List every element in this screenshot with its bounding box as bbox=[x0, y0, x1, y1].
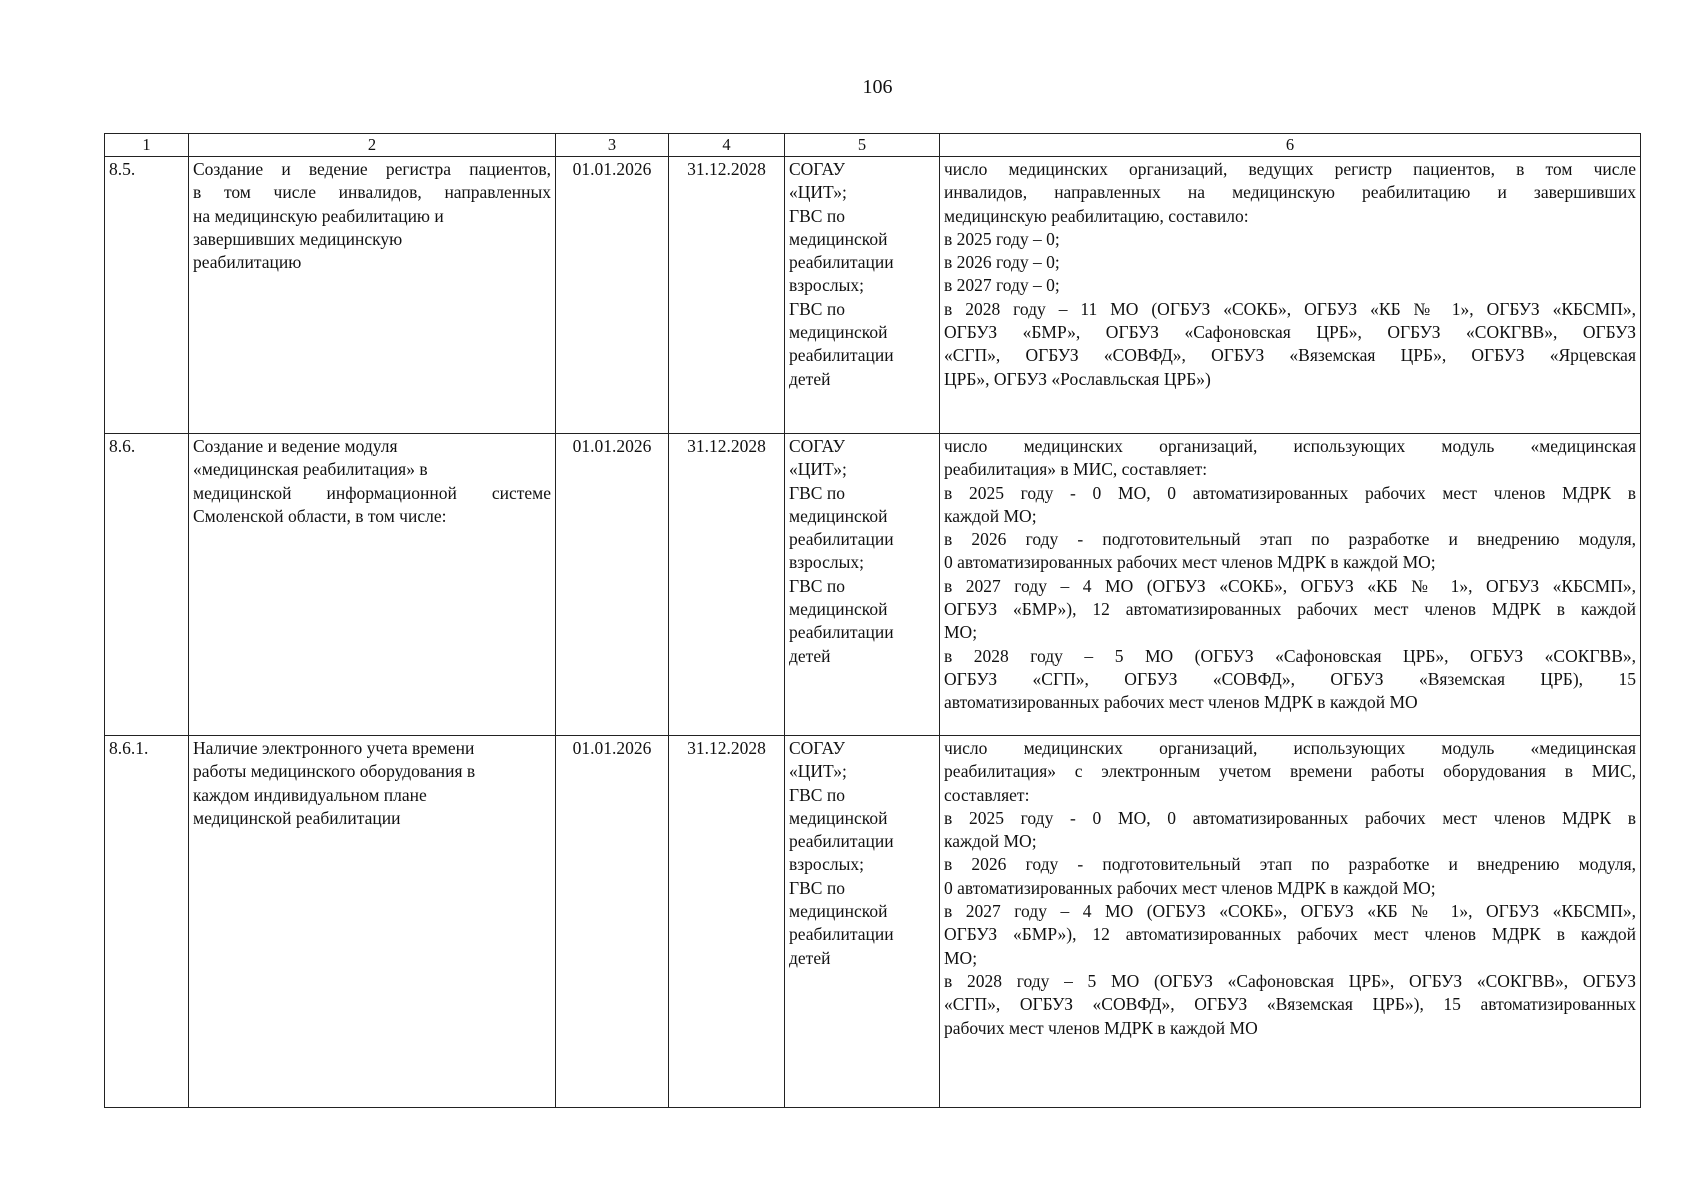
executor bbox=[785, 736, 940, 1108]
text-line: каждом индивидуальном плане bbox=[193, 784, 427, 805]
end-date: 31.12.2028 bbox=[669, 157, 785, 434]
text-line: медицинскую реабилитацию, составило: bbox=[944, 205, 1249, 226]
text-line: взрослых; bbox=[789, 854, 864, 875]
text-line: реабилитации bbox=[789, 622, 894, 643]
text-line: «СГП», ОГБУЗ «СОВФД», ОГБУЗ «Вяземская ЦРБ», ОГБУЗ «Ярцевская bbox=[944, 345, 1636, 366]
text-line: реабилитации bbox=[789, 252, 894, 273]
row-number: 8.6. bbox=[105, 434, 189, 736]
measure-name bbox=[189, 157, 556, 434]
header-row bbox=[105, 134, 1641, 157]
text-line: детей bbox=[789, 645, 831, 666]
text-line: реабилитацию bbox=[193, 252, 302, 273]
text-line: ГВС по bbox=[789, 784, 845, 805]
text-line: «ЦИТ»; bbox=[789, 459, 847, 480]
table-row bbox=[105, 736, 1641, 1108]
row-number: 8.5. bbox=[105, 157, 189, 434]
text-line: ОГБУЗ «БМР»), 12 автоматизированных рабочих мест членов МДРК в каждой bbox=[944, 924, 1636, 945]
row-number: 8.6.1. bbox=[105, 736, 189, 1108]
text-line: ГВС по bbox=[789, 298, 845, 319]
text-line: ГВС по bbox=[789, 205, 845, 226]
text-line: в 2027 году – 0; bbox=[944, 275, 1060, 296]
text-line: медицинской информационной системе bbox=[193, 482, 551, 503]
end-date: 31.12.2028 bbox=[669, 434, 785, 736]
text-line: Создание и ведение модуля bbox=[193, 436, 398, 456]
measure-name bbox=[189, 736, 556, 1108]
page-number: 106 bbox=[862, 76, 893, 98]
text-line: 0 автоматизированных рабочих мест членов МДРК в каждой МО; bbox=[944, 877, 1436, 898]
text-line: 0 автоматизированных рабочих мест членов МДРК в каждой МО; bbox=[944, 552, 1436, 573]
executor bbox=[785, 434, 940, 736]
text-line: Смоленской области, в том числе: bbox=[193, 505, 447, 526]
text-line: «ЦИТ»; bbox=[789, 761, 847, 782]
text-line: Создание и ведение регистра пациентов, bbox=[193, 159, 551, 179]
text-line: каждой МО; bbox=[944, 831, 1037, 852]
text-line: составляет: bbox=[944, 784, 1030, 805]
text-line: ОГБУЗ «БМР»), 12 автоматизированных рабочих мест членов МДРК в каждой bbox=[944, 599, 1636, 620]
text-line: в 2028 году – 11 МО (ОГБУЗ «СОКБ», ОГБУЗ «КБ № 1», ОГБУЗ «КБСМП», bbox=[944, 298, 1636, 319]
text-line: ОГБУЗ «БМР», ОГБУЗ «Сафоновская ЦРБ», ОГБУЗ «СОКГВВ», ОГБУЗ bbox=[944, 322, 1636, 343]
text-line: в 2026 году - подготовительный этап по разработке и внедрению модуля, bbox=[944, 854, 1636, 875]
text-line: автоматизированных рабочих мест членов МДРК в каждой МО bbox=[944, 692, 1418, 713]
text-line: МО; bbox=[944, 622, 978, 643]
text-line: реабилитации bbox=[789, 529, 894, 550]
text-line: инвалидов, направленных на медицинскую реабилитацию и завершивших bbox=[944, 182, 1636, 203]
text-line: реабилитации bbox=[789, 345, 894, 366]
text-line: в 2025 году - 0 МО, 0 автоматизированных рабочих мест членов МДРК в bbox=[944, 482, 1636, 503]
start-date: 01.01.2026 bbox=[556, 157, 669, 434]
header-col-5: 5 bbox=[785, 134, 940, 157]
text-line: в 2025 году – 0; bbox=[944, 228, 1060, 249]
text-line: число медицинских организаций, использующих модуль «медицинская bbox=[944, 738, 1636, 758]
text-line: ГВС по bbox=[789, 575, 845, 596]
header-col-6: 6 bbox=[940, 134, 1641, 157]
text-line: медицинской bbox=[789, 807, 888, 828]
text-line: завершивших медицинскую bbox=[193, 228, 403, 249]
text-line: детей bbox=[789, 947, 831, 968]
text-line: в 2027 году – 4 МО (ОГБУЗ «СОКБ», ОГБУЗ «КБ № 1», ОГБУЗ «КБСМП», bbox=[944, 575, 1636, 596]
text-line: медицинской bbox=[789, 599, 888, 620]
start-date: 01.01.2026 bbox=[556, 434, 669, 736]
start-date: 01.01.2026 bbox=[556, 736, 669, 1108]
measure-name bbox=[189, 434, 556, 736]
text-line: рабочих мест членов МДРК в каждой МО bbox=[944, 1017, 1258, 1038]
text-line: детей bbox=[789, 368, 831, 389]
text-line: ГВС по bbox=[789, 482, 845, 503]
table-row bbox=[105, 434, 1641, 736]
text-line: ГВС по bbox=[789, 877, 845, 898]
text-line: реабилитации bbox=[789, 924, 894, 945]
text-line: реабилитация» с электронным учетом времени работы оборудования в МИС, bbox=[944, 761, 1636, 782]
text-line: в 2025 году - 0 МО, 0 автоматизированных рабочих мест членов МДРК в bbox=[944, 807, 1636, 828]
end-date: 31.12.2028 bbox=[669, 736, 785, 1108]
text-line: «СГП», ОГБУЗ «СОВФД», ОГБУЗ «Вяземская ЦРБ»), 15 автоматизированных bbox=[944, 994, 1636, 1015]
text-line: на медицинскую реабилитацию и bbox=[193, 205, 444, 226]
text-line: ЦРБ», ОГБУЗ «Рославльская ЦРБ») bbox=[944, 368, 1211, 389]
text-line: ОГБУЗ «СГП», ОГБУЗ «СОВФД», ОГБУЗ «Вяземская ЦРБ), 15 bbox=[944, 668, 1636, 689]
text-line: взрослых; bbox=[789, 552, 864, 573]
indicator bbox=[940, 434, 1641, 736]
text-line: реабилитации bbox=[789, 831, 894, 852]
text-line: в 2028 году – 5 МО (ОГБУЗ «Сафоновская ЦРБ», ОГБУЗ «СОКГВВ», ОГБУЗ bbox=[944, 970, 1636, 991]
text-line: каждой МО; bbox=[944, 505, 1037, 526]
text-line: реабилитация» в МИС, составляет: bbox=[944, 459, 1208, 480]
table-row bbox=[105, 157, 1641, 434]
text-line: «медицинская реабилитация» в bbox=[193, 459, 428, 480]
text-line: СОГАУ bbox=[789, 436, 846, 456]
header-col-1: 1 bbox=[105, 134, 189, 157]
header-col-4: 4 bbox=[669, 134, 785, 157]
header-col-3: 3 bbox=[556, 134, 669, 157]
text-line: в 2028 году – 5 МО (ОГБУЗ «Сафоновская ЦРБ», ОГБУЗ «СОКГВВ», bbox=[944, 645, 1636, 666]
executor bbox=[785, 157, 940, 434]
text-line: СОГАУ bbox=[789, 738, 846, 758]
text-line: в том числе инвалидов, направленных bbox=[193, 182, 551, 203]
text-line: СОГАУ bbox=[789, 159, 846, 179]
text-line: «ЦИТ»; bbox=[789, 182, 847, 203]
text-line: в 2026 году – 0; bbox=[944, 252, 1060, 273]
text-line: медицинской bbox=[789, 901, 888, 922]
text-line: медицинской bbox=[789, 505, 888, 526]
text-line: медицинской bbox=[789, 322, 888, 343]
text-line: в 2027 году – 4 МО (ОГБУЗ «СОКБ», ОГБУЗ «КБ № 1», ОГБУЗ «КБСМП», bbox=[944, 901, 1636, 922]
text-line: медицинской реабилитации bbox=[193, 807, 401, 828]
text-line: число медицинских организаций, использующих модуль «медицинская bbox=[944, 436, 1636, 456]
text-line: МО; bbox=[944, 947, 978, 968]
text-line: взрослых; bbox=[789, 275, 864, 296]
text-line: работы медицинского оборудования в bbox=[193, 761, 476, 782]
text-line: в 2026 году - подготовительный этап по разработке и внедрению модуля, bbox=[944, 529, 1636, 550]
text-line: число медицинских организаций, ведущих регистр пациентов, в том числе bbox=[944, 159, 1636, 179]
measures-table bbox=[104, 133, 1641, 1108]
text-line: Наличие электронного учета времени bbox=[193, 738, 475, 758]
indicator bbox=[940, 157, 1641, 434]
text-line: медицинской bbox=[789, 228, 888, 249]
indicator bbox=[940, 736, 1641, 1108]
header-col-2: 2 bbox=[189, 134, 556, 157]
